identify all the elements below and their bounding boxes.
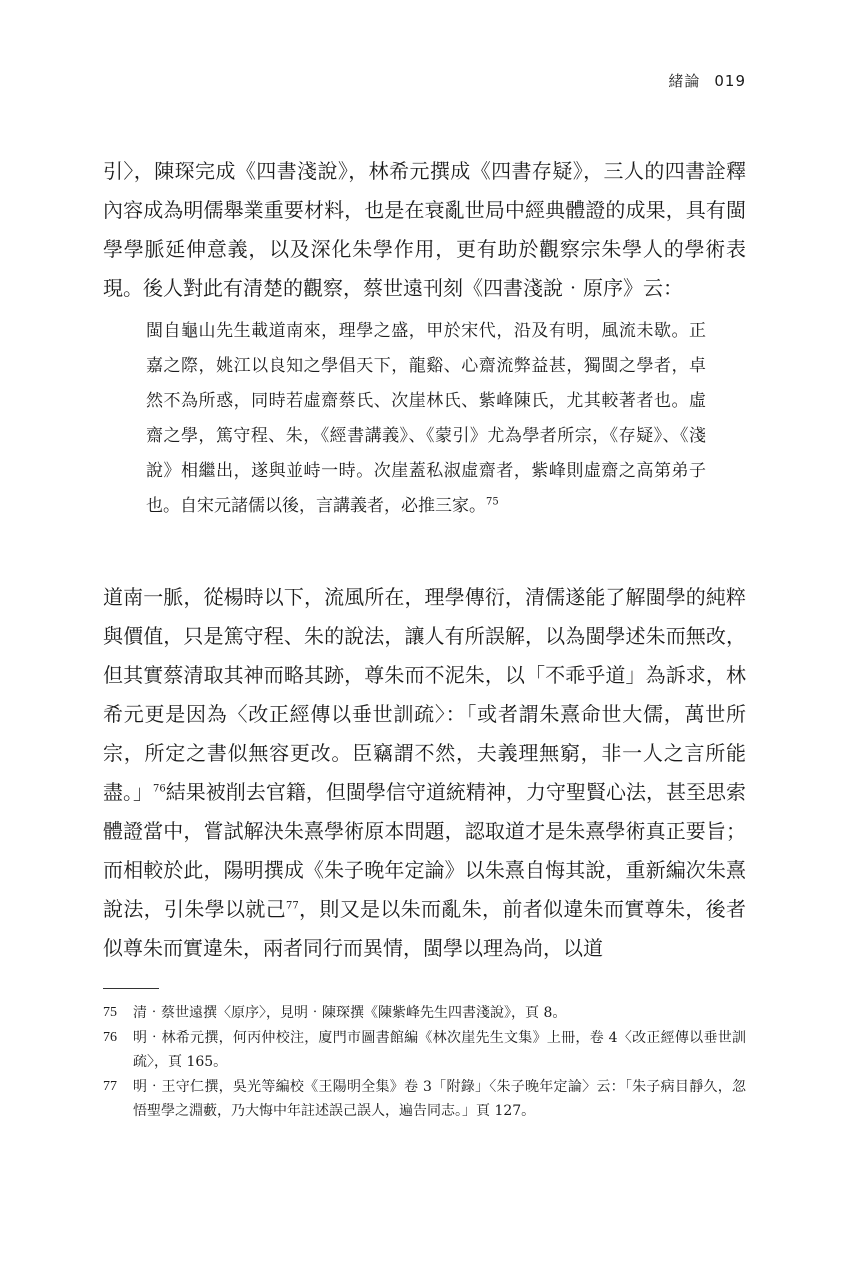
paragraph-text-c: ，則又是以朱而亂朱，前者似違朱而實尊朱，後者似尊朱而實違朱，兩者同行而異情，閩學以理為尚，以道 bbox=[103, 897, 747, 960]
block-quote bbox=[146, 314, 706, 524]
footnote-text: 清‧蔡世遠撰〈原序〉，見明‧陳琛撰《陳紫峰先生四書淺說》，頁 8。 bbox=[133, 1005, 567, 1021]
footnote-text: 明‧林希元撰，何丙仲校注，廈門市圖書館編《林次崖先生文集》上冊，卷 4〈改正經傳以垂世訓疏〉，頁 165。 bbox=[133, 1030, 746, 1070]
paragraph-text-b: 結果被削去官籍，但閩學信守道統精神，力守聖賢心法，甚至思索體證當中，嘗試解決朱熹學術原本問題，認取道才是朱熹學術真正要旨；而相較於此，陽明撰成《朱子晚年定論》以朱熹自悔其說，重新編次朱熹說法，引朱學以就己 bbox=[103, 780, 747, 921]
body-paragraph-1 bbox=[103, 152, 746, 308]
paragraph-text: 引〉，陳琛完成《四書淺說》，林希元撰成《四書存疑》，三人的四書詮釋內容成為明儒舉業重要材料，也是在衰亂世局中經典體證的成果，具有閩學學脈延伸意義，以及深化朱學作用，更有助於觀察宗朱學人的學術表現。後人對此有清楚的觀察，蔡世遠刊刻《四書淺說‧原序》云： bbox=[103, 159, 746, 300]
footnote-text: 明‧王守仁撰，吳光等編校《王陽明全集》卷 3「附錄」〈朱子晚年定論〉云：「朱子病目靜久，忽悟聖學之淵藪，乃大悔中年註述誤己誤人，遍告同志。」頁 127。 bbox=[133, 1079, 746, 1119]
footnote-number: 76 bbox=[103, 1030, 117, 1045]
footnote-ref-75[interactable]: 75 bbox=[486, 496, 499, 508]
footnote-76 bbox=[103, 1026, 746, 1074]
footnote-ref-76[interactable]: 76 bbox=[153, 783, 166, 795]
footnote-number: 75 bbox=[103, 1005, 117, 1020]
section-title: 緒論 bbox=[668, 72, 701, 90]
running-header bbox=[668, 70, 746, 91]
footnote-77 bbox=[103, 1075, 746, 1123]
page-number: 019 bbox=[714, 72, 746, 90]
footnote-divider bbox=[103, 988, 159, 989]
body-paragraph-2 bbox=[103, 578, 746, 968]
footnote-75 bbox=[103, 1001, 746, 1025]
footnote-ref-77[interactable]: 77 bbox=[285, 900, 299, 912]
quote-text: 閩自龜山先生載道南來，理學之盛，甲於宋代，沿及有明，風流未歇。正嘉之際，姚江以良知之學倡天下，龍谿、心齋流弊益甚，獨閩之學者，卓然不為所惑，同時若虛齋蔡氏、次崖林氏、紫峰陳氏，尤其較著者也。虛齋之學，篤守程、朱，《經書講義》、《蒙引》尤為學者所宗，《存疑》、《淺說》相繼出，遂與並峙一時。次崖蓋私淑虛齋者，紫峰則虛齋之高第弟子也。自宋元諸儒以後，言講義者，必推三家。 bbox=[146, 321, 706, 516]
paragraph-text-a: 道南一脈，從楊時以下，流風所在，理學傳衍，清儒遂能了解閩學的純粹與價值，只是篤守程、朱的說法，讓人有所誤解，以為閩學述朱而無改，但其實蔡清取其神而略其跡，尊朱而不泥朱，以「不乖乎道」為訴求，林希元更是因為〈改正經傳以垂世訓疏〉：「或者謂朱熹命世大儒，萬世所宗，所定之書似無容更改。臣竊謂不然，夫義理無窮，非一人之言所能盡。」 bbox=[103, 585, 746, 804]
footnote-number: 77 bbox=[103, 1079, 117, 1094]
